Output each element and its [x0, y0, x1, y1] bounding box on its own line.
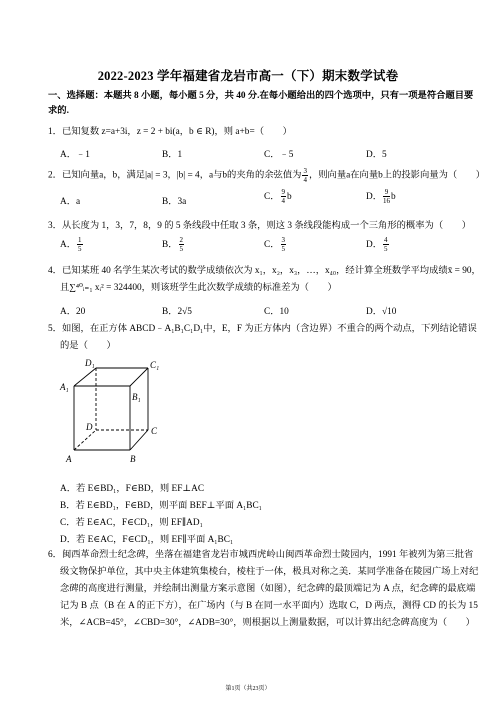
- question-4-stem-2: 且∑⁴⁰ᵢ₌₁ xᵢ² = 324400，则该班学生此次数学成绩的标准差为（ ）: [60, 283, 337, 293]
- q2-fraction: $\frac{3}{4}$: [303, 167, 307, 184]
- q1-option-a: A．﹣1: [60, 150, 90, 160]
- label-d1: D₁: [85, 358, 95, 368]
- page-footer: 第1页（共23页）: [225, 686, 271, 692]
- question-6-line-2: 级文物保护单位，其中央主体建筑集棱台，棱柱于一体，极具对称之美．某同学准备在陵园广场上对纪: [60, 567, 479, 577]
- label-b1: B₁: [132, 392, 141, 402]
- q3-option-b: B． $\frac{2}{5}$: [162, 236, 183, 254]
- q5-option-c: C．若 E∈AC，F∈CD₁，则 EF∥AD₁: [60, 518, 203, 528]
- q1-option-b: B．1: [162, 150, 183, 160]
- q3-option-a: A． $\frac{1}{5}$: [60, 236, 82, 254]
- q2-option-a: A．a: [60, 197, 81, 207]
- q2-stem-b: ，则向量a在向量b上的投影向量为（ ）: [308, 170, 486, 181]
- page-title: 2022-2023 学年福建省龙岩市高一（下）期末数学试卷: [97, 69, 399, 83]
- q5-option-b: B．若 E∈BD₁，F∈BD，则平面 BEF⊥平面 A₁BC₁: [60, 501, 262, 511]
- section-heading-cont: 求的.: [48, 106, 69, 116]
- question-5-stem-1: 5．如图，在正方体 ABCD﹣A₁B₁C₁D₁中，E，F 为正方体内（含边界）不重合的两个动点，下列结论错误: [48, 324, 477, 334]
- q2-option-b: B．3a: [162, 197, 187, 207]
- q2-option-c: C． $\frac{9}{4}$ b: [264, 188, 292, 206]
- question-1-stem: 1．已知复数 z=a+3i，z = 2 + bi(a，b ∈ R)，则 a+b=（ ）: [48, 127, 292, 137]
- q5-option-a: A．若 E∈BD₁，F∈BD，则 EF⊥AC: [60, 484, 205, 494]
- label-a: A: [66, 454, 72, 464]
- question-5-stem-2: 的是（ ）: [60, 341, 116, 351]
- question-6-line-4: 记为 B 点（B 在 A 的正下方），在广场内（与 B 在同一水平面内）选取 C，D 两点，测得 CD 的长为 15: [60, 601, 478, 611]
- q4-option-a: A．20: [60, 307, 86, 317]
- question-6-line-1: 6．闽西革命烈士纪念碑，坐落在福建省龙岩市城西虎岭山闽西革命烈士陵园内，1991 年被列为第三批省: [48, 550, 474, 560]
- question-4-stem-1: 4．已知某班 40 名学生某次考试的数学成绩依次为 x₁，x₂，x₃，…，x₄₀，经计算全班数学平均成绩x̄ = 90，: [48, 266, 481, 276]
- question-3-stem: 3．从长度为 1，3，7，8，9 的 5 条线段中任取 3 条，则这 3 条线段能构成一个三角形的概率为（ ）: [48, 221, 472, 231]
- label-c: C: [151, 426, 158, 436]
- question-2-stem: [48, 167, 486, 184]
- q2-option-d: D． $\frac{9}{16}$ b: [366, 188, 396, 206]
- q1-option-d: D．5: [366, 150, 387, 160]
- q5-option-d: D．若 E∈AC，F∈CD₁，则 EF∥平面 A₁BC₁: [60, 535, 234, 545]
- q4-option-b: B．2√5: [162, 307, 192, 317]
- question-6-line-3: 念碑的高度进行测量，并绘制出测量方案示意图（如图），纪念碑的最顶端记为 A 点，纪念碑的最底端: [60, 584, 476, 594]
- cube-figure: [58, 358, 168, 476]
- section-heading: 一、选择题：本题共 8 小题，每小题 5 分，共 40 分.在每小题给出的四个选项中，只有一项是符合题目要: [48, 91, 474, 101]
- question-6-line-5: 米，∠ACB=45°，∠CBD=30°，∠ADB=30°，则根据以上测量数据，可以计算出纪念碑高度为（ ）: [60, 618, 475, 628]
- q4-option-d: D．√10: [366, 307, 397, 317]
- q3-option-c: C． $\frac{3}{5}$: [264, 236, 285, 254]
- q2-stem-a: 2．已知向量a，b，满足|a| = 3，|b| = 4，a与b的夹角的余弦值为: [48, 170, 302, 181]
- label-c1: C₁: [150, 360, 160, 370]
- q3-option-d: D． $\frac{4}{5}$: [366, 236, 388, 254]
- label-a1: A₁: [60, 382, 69, 392]
- q4-option-c: C．10: [264, 307, 289, 317]
- label-d: D: [86, 422, 93, 432]
- label-b: B: [130, 454, 136, 464]
- q1-option-c: C．﹣5: [264, 150, 294, 160]
